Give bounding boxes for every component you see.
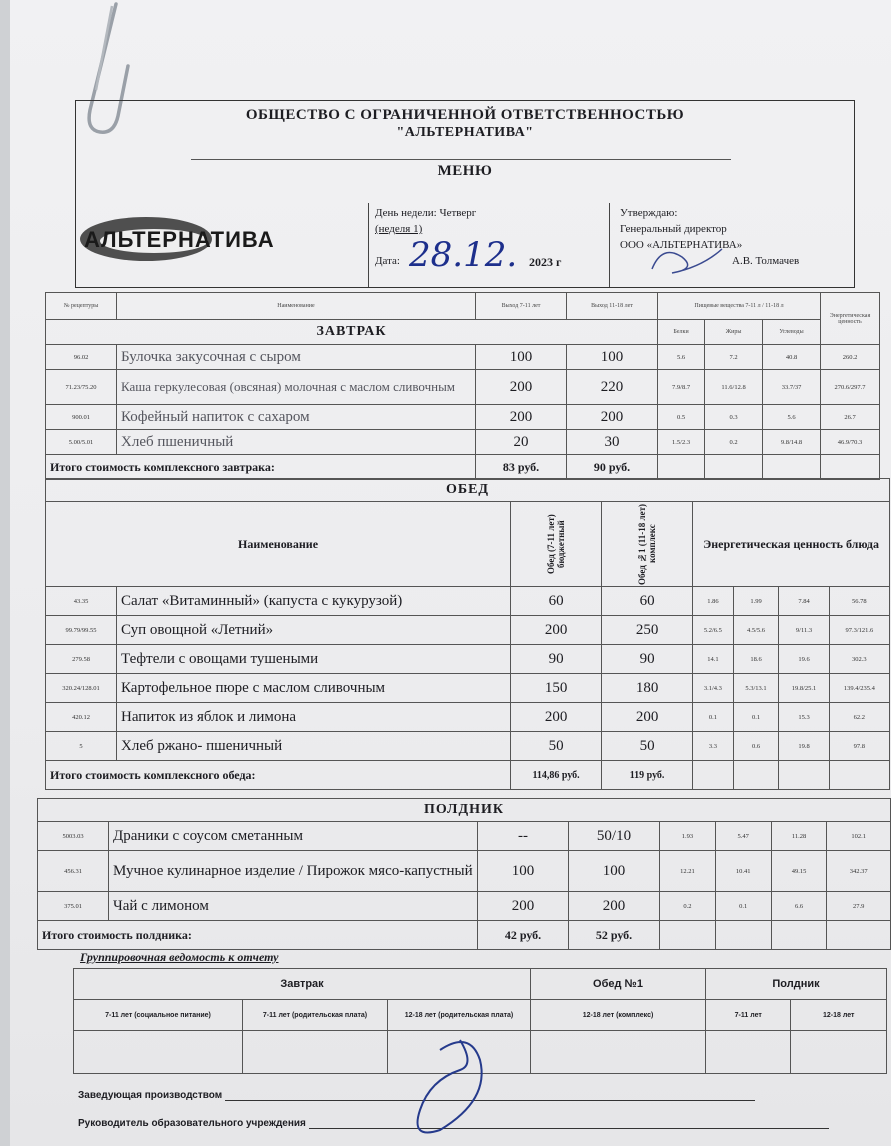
fats: 0.3 <box>705 405 763 430</box>
divider <box>191 159 731 160</box>
output-11-18: 250 <box>602 616 693 645</box>
dish-name: Хлеб ржано- пшеничный <box>117 732 511 761</box>
output-11-18: 50/10 <box>569 822 660 851</box>
col-output-11-18: Выход 11-18 лет <box>567 293 658 320</box>
snack-total-7-11: 42 руб. <box>478 921 569 950</box>
recipe-no: 5 <box>46 732 117 761</box>
year: 2023 г <box>529 255 562 269</box>
breakfast-total-label: Итого стоимость комплексного завтрака: <box>46 455 476 480</box>
dish-name: Напиток из яблок и лимона <box>117 703 511 732</box>
col-fats: Жиры <box>705 320 763 345</box>
output-11-18: 180 <box>602 674 693 703</box>
output-7-11: 100 <box>478 851 569 892</box>
energy: 302.3 <box>829 645 889 674</box>
recipe-no: 96.02 <box>46 345 117 370</box>
signature-school-label: Руководитель образовательного учреждения <box>78 1118 306 1129</box>
table-row <box>46 345 880 370</box>
handwritten-signature-icon <box>400 1030 510 1146</box>
logo-text: АЛЬТЕРНАТИВА <box>84 227 275 252</box>
output-7-11: 200 <box>476 405 567 430</box>
dish-name: Салат «Витаминный» (капуста с кукурузой) <box>117 587 511 616</box>
fats: 5.47 <box>715 822 771 851</box>
col-lunch-11-18 <box>602 502 693 587</box>
snack-total-label: Итого стоимость полдника: <box>38 921 478 950</box>
fats: 0.6 <box>733 732 779 761</box>
output-11-18: 60 <box>602 587 693 616</box>
energy: 46.9/70.3 <box>821 430 880 455</box>
table-row <box>46 645 890 674</box>
group-cell <box>791 1031 887 1074</box>
dish-name: Чай с лимоном <box>109 892 478 921</box>
energy: 270.6/297.7 <box>821 370 880 405</box>
recipe-no: 43.35 <box>46 587 117 616</box>
group-col-2: 7-11 лет (родительская плата) <box>243 1000 388 1031</box>
org-name-line2: "АЛЬТЕРНАТИВА" <box>396 125 534 140</box>
recipe-no: 5.00/5.01 <box>46 430 117 455</box>
table-row <box>46 732 890 761</box>
snack-table <box>37 798 891 950</box>
signature-kitchen-label: Заведующая производством <box>78 1090 223 1101</box>
dish-name: Драники с соусом сметанным <box>109 822 478 851</box>
proteins: 5.6 <box>658 345 705 370</box>
output-11-18: 200 <box>567 405 658 430</box>
carbs: 19.8 <box>779 732 829 761</box>
grouping-title: Группировочная ведомость к отчету <box>80 950 279 964</box>
group-breakfast: Завтрак <box>74 969 531 1000</box>
carbs: 6.6 <box>771 892 827 921</box>
table-row <box>38 822 891 851</box>
date-label: Дата: <box>375 255 400 267</box>
carbs: 33.7/37 <box>763 370 821 405</box>
output-7-11: 200 <box>476 370 567 405</box>
lunch-total-label: Итого стоимость комплексного обеда: <box>46 761 511 790</box>
approve-name: А.В. Толмачев <box>732 255 800 267</box>
section-row <box>46 479 890 502</box>
lunch-table <box>45 478 890 790</box>
day-label: День недели: Четверг <box>375 207 477 219</box>
breakfast-total-7-11: 83 руб. <box>476 455 567 480</box>
total-row <box>46 455 880 480</box>
output-11-18: 220 <box>567 370 658 405</box>
energy: 97.3/121.6 <box>829 616 889 645</box>
day-info <box>368 203 610 287</box>
carbs: 19.8/25.1 <box>779 674 829 703</box>
energy: 62.2 <box>829 703 889 732</box>
carbs: 40.8 <box>763 345 821 370</box>
table-row <box>38 892 891 921</box>
menu-title: МЕНЮ <box>437 163 493 179</box>
output-11-18: 30 <box>567 430 658 455</box>
group-lunch: Обед №1 <box>531 969 706 1000</box>
table-row <box>46 430 880 455</box>
carbs: 5.6 <box>763 405 821 430</box>
dish-name: Мучное кулинарное изделие / Пирожок мясо-капустный <box>109 851 478 892</box>
section-row <box>46 320 880 345</box>
carbs: 11.28 <box>771 822 827 851</box>
logo <box>76 199 366 287</box>
proteins: 3.3 <box>693 732 734 761</box>
dish-name: Кофейный напиток с сахаром <box>117 405 476 430</box>
table-row <box>46 674 890 703</box>
group-snack: Полдник <box>706 969 887 1000</box>
energy: 27.9 <box>827 892 891 921</box>
recipe-no: 5003.03 <box>38 822 109 851</box>
table-row <box>46 703 890 732</box>
fats: 0.2 <box>705 430 763 455</box>
fats: 10.41 <box>715 851 771 892</box>
dish-name: Булочка закусочная с сыром <box>117 345 476 370</box>
output-7-11: 200 <box>511 703 602 732</box>
total-row <box>38 921 891 950</box>
carbs: 49.15 <box>771 851 827 892</box>
carbs: 19.6 <box>779 645 829 674</box>
lunch-total-7-11: 114,86 руб. <box>511 761 602 790</box>
fats: 1.99 <box>733 587 779 616</box>
signature-school-line <box>309 1128 829 1129</box>
col-lunch-7-11-label: Обед (7-11 лет) бюджетный <box>546 514 567 574</box>
carbs: 15.3 <box>779 703 829 732</box>
fats: 0.1 <box>733 703 779 732</box>
output-11-18: 50 <box>602 732 693 761</box>
fats: 7.2 <box>705 345 763 370</box>
table-row <box>46 587 890 616</box>
group-cell <box>243 1031 388 1074</box>
col-recipe-no: № рецептуры <box>46 293 117 320</box>
dish-name: Хлеб пшеничный <box>117 430 476 455</box>
group-cell <box>74 1031 243 1074</box>
output-7-11: 90 <box>511 645 602 674</box>
carbs: 9/11.3 <box>779 616 829 645</box>
proteins: 3.1/4.3 <box>693 674 734 703</box>
breakfast-total-11-18: 90 руб. <box>567 455 658 480</box>
output-7-11: 100 <box>476 345 567 370</box>
energy: 139.4/235.4 <box>829 674 889 703</box>
group-col-3: 12-18 лет (родительская плата) <box>388 1000 531 1031</box>
col-proteins: Белки <box>658 320 705 345</box>
approve-org: ООО «АЛЬТЕРНАТИВА» <box>620 239 743 251</box>
group-cell <box>706 1031 791 1074</box>
table-header-row <box>46 502 890 587</box>
fats: 0.1 <box>715 892 771 921</box>
col-name: Наименование <box>117 293 476 320</box>
proteins: 0.5 <box>658 405 705 430</box>
total-row <box>46 761 890 790</box>
col-lunch-7-11 <box>511 502 602 587</box>
dish-name: Картофельное пюре с маслом сливочным <box>117 674 511 703</box>
recipe-no: 375.01 <box>38 892 109 921</box>
handwritten-date: 28.12. <box>409 235 518 275</box>
fats: 4.5/5.6 <box>733 616 779 645</box>
output-11-18: 200 <box>569 892 660 921</box>
energy: 102.1 <box>827 822 891 851</box>
table-row <box>38 851 891 892</box>
col-name: Наименование <box>46 502 511 587</box>
recipe-no: 99.79/99.55 <box>46 616 117 645</box>
fats: 18.6 <box>733 645 779 674</box>
output-7-11: 200 <box>511 616 602 645</box>
proteins: 5.2/6.5 <box>693 616 734 645</box>
table-header-row <box>74 1000 887 1031</box>
output-11-18: 100 <box>567 345 658 370</box>
snack-total-11-18: 52 руб. <box>569 921 660 950</box>
breakfast-table <box>45 292 880 480</box>
dish-name: Каша геркулесовая (овсяная) молочная с маслом сливочным <box>117 370 476 405</box>
dish-name: Суп овощной «Летний» <box>117 616 511 645</box>
section-row <box>38 799 891 822</box>
section-lunch: ОБЕД <box>46 479 890 502</box>
section-breakfast: ЗАВТРАК <box>46 320 658 345</box>
proteins: 1.5/2.3 <box>658 430 705 455</box>
output-7-11: 200 <box>478 892 569 921</box>
col-energy: Энергетическая ценность <box>821 293 880 345</box>
col-nutrients: Пищевые вещества 7-11 л / 11-18 л <box>658 293 821 320</box>
col-carbs: Углеводы <box>763 320 821 345</box>
recipe-no: 320.24/128.01 <box>46 674 117 703</box>
proteins: 14.1 <box>693 645 734 674</box>
proteins: 7.9/8.7 <box>658 370 705 405</box>
dish-name: Тефтели с овощами тушеными <box>117 645 511 674</box>
approval-block <box>612 203 852 287</box>
output-7-11: 50 <box>511 732 602 761</box>
proteins: 0.1 <box>693 703 734 732</box>
approve-label: Утверждаю: <box>620 207 678 219</box>
table-row <box>46 405 880 430</box>
energy: 260.2 <box>821 345 880 370</box>
approve-position: Генеральный директор <box>620 223 727 235</box>
recipe-no: 456.31 <box>38 851 109 892</box>
fats: 5.3/13.1 <box>733 674 779 703</box>
energy: 26.7 <box>821 405 880 430</box>
energy: 342.37 <box>827 851 891 892</box>
table-header-row <box>74 969 887 1000</box>
col-output-7-11: Выход 7-11 лет <box>476 293 567 320</box>
group-col-1: 7-11 лет (социальное питание) <box>74 1000 243 1031</box>
col-energy: Энергетическая ценность блюда <box>693 502 890 587</box>
org-name-line1: ОБЩЕСТВО С ОГРАНИЧЕННОЙ ОТВЕТСТВЕННОСТЬЮ <box>245 107 685 123</box>
group-col-4: 12-18 лет (комплекс) <box>531 1000 706 1031</box>
recipe-no: 279.58 <box>46 645 117 674</box>
energy: 56.78 <box>829 587 889 616</box>
output-7-11: 60 <box>511 587 602 616</box>
proteins: 1.93 <box>660 822 716 851</box>
carbs: 9.8/14.8 <box>763 430 821 455</box>
col-lunch-11-18-label: Обед №1 (11-18 лет) комплекс <box>637 503 658 585</box>
proteins: 1.86 <box>693 587 734 616</box>
proteins: 0.2 <box>660 892 716 921</box>
proteins: 12.21 <box>660 851 716 892</box>
recipe-no: 900.01 <box>46 405 117 430</box>
fats: 11.6/12.8 <box>705 370 763 405</box>
output-7-11: 150 <box>511 674 602 703</box>
table-row <box>46 616 890 645</box>
table-header-row <box>46 293 880 320</box>
section-snack: ПОЛДНИК <box>38 799 891 822</box>
energy: 97.8 <box>829 732 889 761</box>
recipe-no: 420.12 <box>46 703 117 732</box>
output-7-11: 20 <box>476 430 567 455</box>
output-11-18: 200 <box>602 703 693 732</box>
group-col-5: 7-11 лет <box>706 1000 791 1031</box>
recipe-no: 71.23/75.20 <box>46 370 117 405</box>
carbs: 7.84 <box>779 587 829 616</box>
week-label: (неделя 1) <box>375 223 423 235</box>
output-11-18: 100 <box>569 851 660 892</box>
output-11-18: 90 <box>602 645 693 674</box>
table-row <box>46 370 880 405</box>
group-cell <box>531 1031 706 1074</box>
document-header <box>75 100 855 288</box>
signature-icon <box>642 239 732 279</box>
lunch-total-11-18: 119 руб. <box>602 761 693 790</box>
group-col-6: 12-18 лет <box>791 1000 887 1031</box>
output-7-11: -- <box>478 822 569 851</box>
